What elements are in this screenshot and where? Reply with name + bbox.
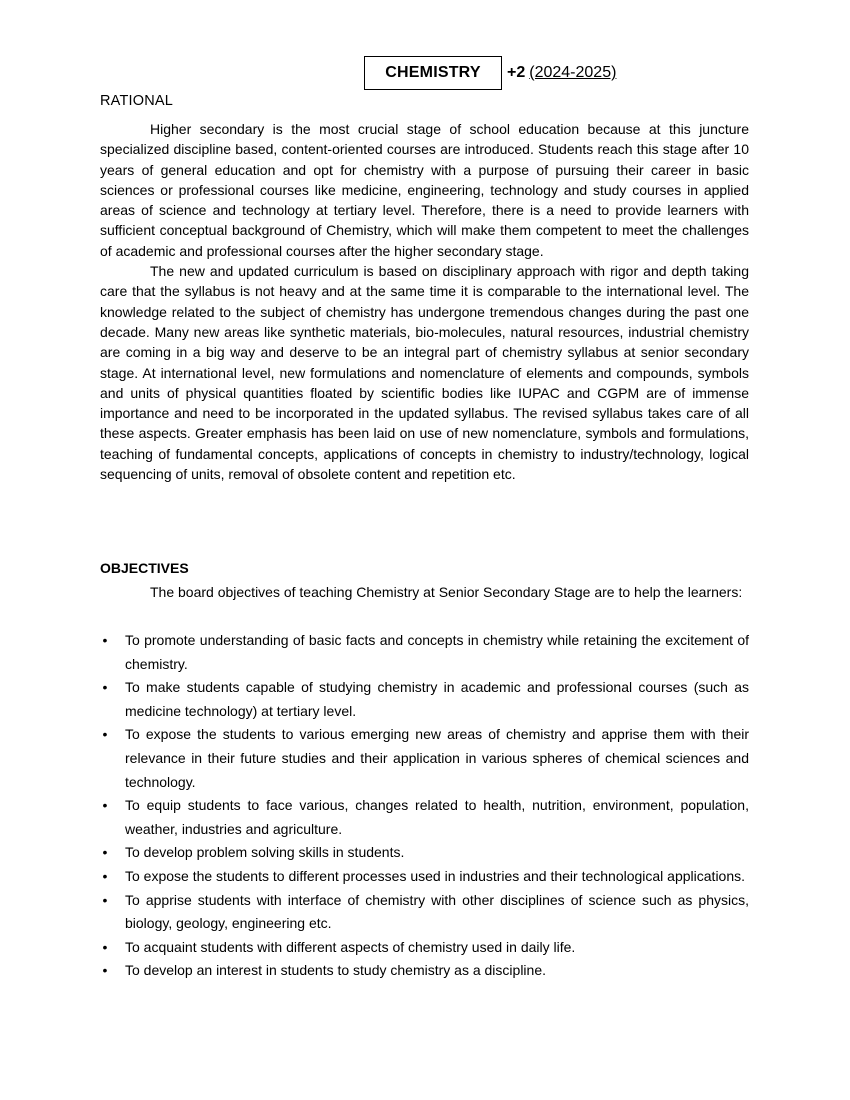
subject-title-box: CHEMISTRY xyxy=(364,56,502,90)
bullet-icon: • xyxy=(102,938,108,955)
objective-text: To make students capable of studying chemistry in academic and professional courses (such as medicine technology) at tertiary level. xyxy=(125,679,749,719)
list-item xyxy=(100,936,749,960)
list-item xyxy=(100,794,749,841)
objective-text: To acquaint students with different aspects of chemistry used in daily life. xyxy=(125,938,576,955)
bullet-icon: • xyxy=(102,632,108,648)
rational-body xyxy=(100,119,749,484)
bullet-icon: • xyxy=(102,797,108,814)
list-item xyxy=(100,959,749,983)
list-item xyxy=(100,723,749,794)
list-item xyxy=(100,676,749,723)
objectives-intro: The board objectives of teaching Chemistry at Senior Secondary Stage are to help the learners: xyxy=(150,584,743,600)
bullet-icon: • xyxy=(102,844,108,861)
bullet-icon: • xyxy=(102,679,108,696)
objective-text: To equip students to face various, changes related to health, nutrition, environment, population, weather, industries and agriculture. xyxy=(125,797,749,837)
list-item xyxy=(100,865,749,889)
objective-text: To expose the students to different processes used in industries and their technological applications. xyxy=(125,867,746,884)
document-title xyxy=(364,55,616,91)
bullet-icon: • xyxy=(102,891,108,908)
session-label: (2024-2025) xyxy=(529,64,617,81)
objectives-list xyxy=(100,629,749,983)
rational-heading: RATIONAL xyxy=(100,93,174,109)
bullet-icon: • xyxy=(102,726,108,743)
objective-text: To develop an interest in students to study chemistry as a discipline. xyxy=(125,962,546,979)
list-item xyxy=(100,889,749,936)
objective-text: To develop problem solving skills in students. xyxy=(125,844,405,861)
list-item xyxy=(100,629,749,676)
objective-text: To apprise students with interface of chemistry with other disciplines of science such as physics, biology, geology, engineering etc. xyxy=(125,891,749,932)
grade-label: +2 xyxy=(507,64,526,81)
list-item xyxy=(100,841,749,865)
rational-paragraph-1: Higher secondary is the most crucial stage of school education because at this juncture specialized discipline based, content-oriented courses are introduced. Students reach this stage after 10 years of general education and opt for chemistry with a purpose of pursuing their career in basic sciences or professional courses like medicine, engineering, technology and study courses in applied areas of science and technology at tertiary level. Therefore, there is a need to provide learners with sufficient conceptual background of Chemistry, which will make them competent to meet the challenges of academic and professional courses after the higher secondary stage. xyxy=(100,121,749,259)
bullet-icon: • xyxy=(102,962,108,979)
rational-paragraph-2: The new and updated curriculum is based on disciplinary approach with rigor and depth taking care that the syllabus is not heavy and at the same time it is comparable to the international level. The knowledge related to the subject of chemistry has undergone tremendous changes during the past one decade. Many new areas like synthetic materials, bio-molecules, natural resources, industrial chemistry are coming in a big way and deserve to be an integral part of chemistry syllabus at senior secondary stage. At international level, new formulations and nomenclature of elements and compounds, symbols and units of physical quantities floated by scientific bodies like IUPAC and CGPM are of immense importance and need to be incorporated in the updated syllabus. The revised syllabus takes care of all these aspects. Greater emphasis has been laid on use of new nomenclature, symbols and formulations, teaching of fundamental concepts, applications of concepts in chemistry to industry/technology, logical sequencing of units, removal of obsolete content and repetition etc. xyxy=(100,263,749,483)
objectives-heading: OBJECTIVES xyxy=(100,560,189,576)
objective-text: To expose the students to various emerging new areas of chemistry and apprise them with their relevance in their future studies and their application in various spheres of chemical sciences and technology. xyxy=(125,726,749,790)
objective-text: To promote understanding of basic facts and concepts in chemistry while retaining the excitement of chemistry. xyxy=(125,632,749,672)
bullet-icon: • xyxy=(102,867,108,884)
